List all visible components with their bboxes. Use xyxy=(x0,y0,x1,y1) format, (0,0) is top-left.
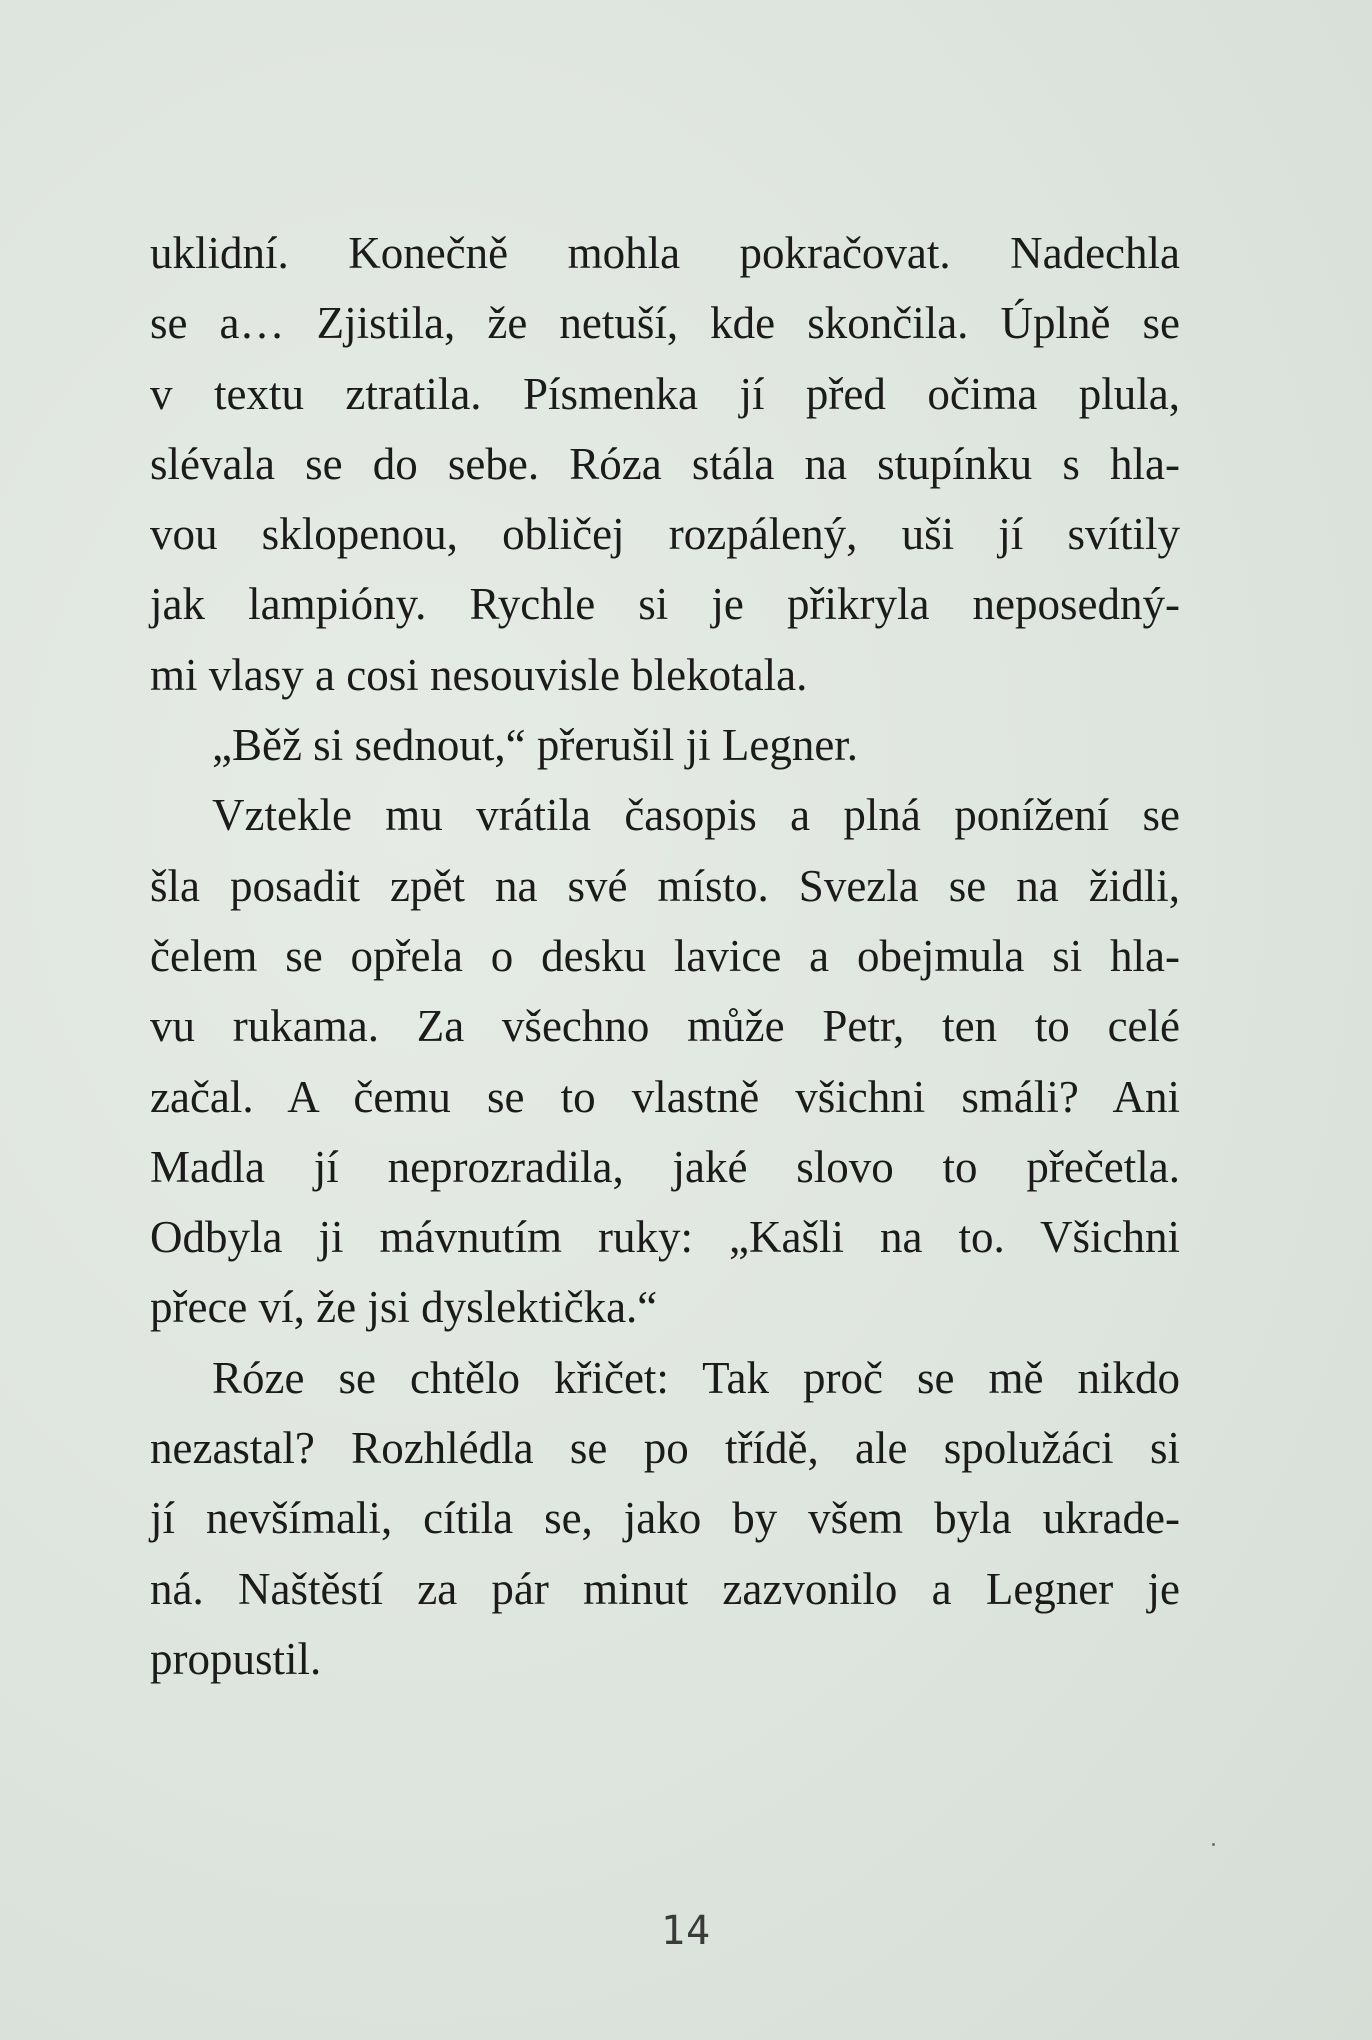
text-line: začal. A čemu se to vlastně všichni smáli? Ani xyxy=(150,1071,1180,1122)
text-line: jak lampióny. Rychle si je přikryla neposedný- xyxy=(150,579,1180,630)
paper-speck xyxy=(1212,1843,1215,1846)
text-line: slévala se do sebe. Róza stála na stupínku s hla- xyxy=(150,438,1180,489)
text-line: šla posadit zpět na své místo. Svezla se na židli, xyxy=(150,860,1180,911)
text-line: uklidní. Konečně mohla pokračovat. Nadechla xyxy=(150,228,1180,278)
paragraph xyxy=(150,1343,1180,1694)
paragraph xyxy=(150,780,1180,1342)
paragraph xyxy=(150,218,1180,710)
text-line: v textu ztratila. Písmenka jí před očima plula, xyxy=(150,368,1180,419)
text-line: nezastal? Rozhlédla se po třídě, ale spolužáci si xyxy=(150,1423,1180,1474)
text-line: Vztekle mu vrátila časopis a plná ponížení se xyxy=(212,790,1180,841)
text-line: jí nevšímali, cítila se, jako by všem byla ukrade- xyxy=(150,1493,1180,1544)
text-line: Odbyla ji mávnutím ruky: „Kašli na to. Všichni xyxy=(150,1212,1180,1263)
text-line: Róze se chtělo křičet: Tak proč se mě nikdo xyxy=(212,1352,1180,1403)
text-line: vou sklopenou, obličej rozpálený, uši jí svítily xyxy=(150,509,1180,560)
body-text xyxy=(150,218,1180,1694)
text-line: se a… Zjistila, že netuší, kde skončila. Úplně se xyxy=(150,298,1180,349)
text-line: propustil. xyxy=(150,1633,322,1684)
text-line: vu rukama. Za všechno může Petr, ten to celé xyxy=(150,1001,1180,1052)
text-line: přece ví, že jsi dyslektička.“ xyxy=(150,1282,658,1333)
page-number: 14 xyxy=(660,1908,712,1954)
paragraph xyxy=(150,710,1180,780)
text-line: Madla jí neprozradila, jaké slovo to přečetla. xyxy=(150,1141,1180,1192)
text-line: čelem se opřela o desku lavice a obejmula si hla- xyxy=(150,930,1180,981)
text-line: „Běž si sednout,“ přerušil ji Legner. xyxy=(212,720,859,771)
text-line: ná. Naštěstí za pár minut zazvonilo a Legner je xyxy=(150,1563,1180,1614)
text-line: mi vlasy a cosi nesouvisle blekotala. xyxy=(150,649,808,700)
